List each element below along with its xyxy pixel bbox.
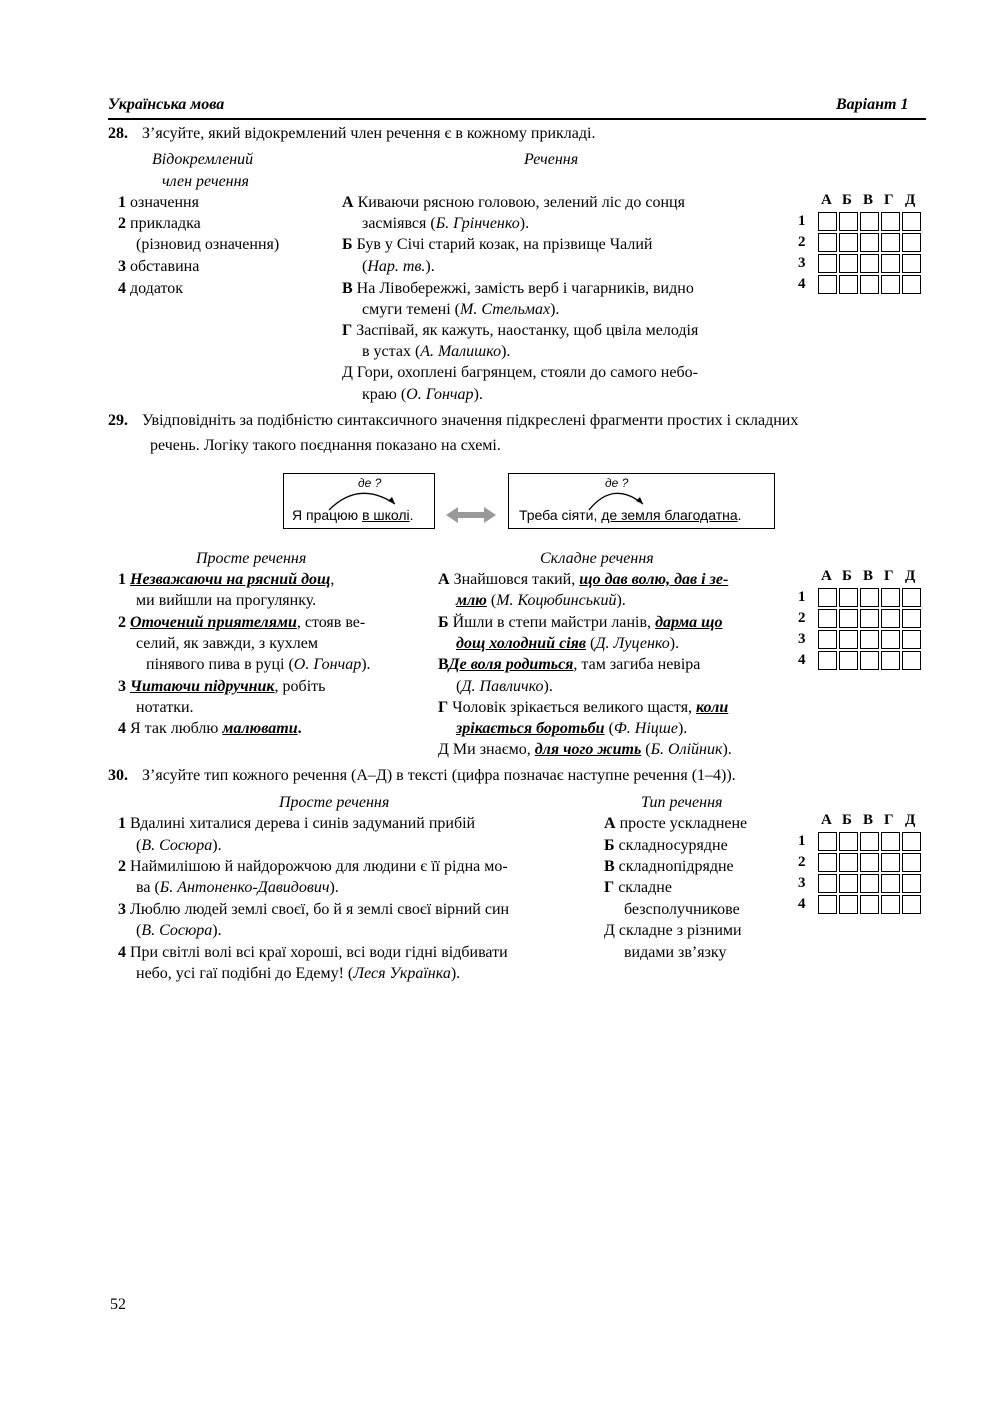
answer-cell[interactable] <box>860 609 879 628</box>
answer-cell[interactable] <box>902 212 921 231</box>
q30-type-G-2: безсполучникове <box>624 901 740 918</box>
answer-cell[interactable] <box>902 254 921 273</box>
answer-cell[interactable] <box>881 630 900 649</box>
answer-cell[interactable] <box>839 874 858 893</box>
grid-row-number: 2 <box>798 854 806 870</box>
schema-question-right: де ? <box>605 476 629 490</box>
schema-complex-box <box>508 473 775 529</box>
answer-cell[interactable] <box>902 630 921 649</box>
q28-opt-G-2: в устах (А. Малишко). <box>362 343 511 360</box>
q29-opt-B-2: дощ холодний сіяв (Д. Луценко). <box>456 635 680 652</box>
q28-opt-A: А Киваючи рясною головою, зелений ліс до сонця <box>342 194 685 211</box>
page-number: 52 <box>110 1296 126 1313</box>
q30-type-G: Г складне <box>604 879 672 896</box>
grid-col-header: Г <box>884 192 894 208</box>
grid-row-number: 1 <box>798 589 806 605</box>
q30-sent-1: 1 Вдалині хиталися дерева і синів задуманий прибій <box>118 815 476 832</box>
q29-col1-header: Просте речення <box>196 550 307 567</box>
answer-cell[interactable] <box>881 233 900 252</box>
answer-cell[interactable] <box>860 853 879 872</box>
answer-cell[interactable] <box>839 254 858 273</box>
q30-type-V: В складнопідрядне <box>604 858 734 875</box>
q29-opt-G: Г Чоловік зрікається великого щастя, коли <box>438 699 729 716</box>
answer-cell[interactable] <box>860 588 879 607</box>
q29-opt-D: Д Ми знаємо, для чого жить (Б. Олійник). <box>438 741 732 758</box>
grid-col-header: Б <box>842 812 852 828</box>
q29-left-3b: нотатки. <box>136 699 194 716</box>
q29-left-1: 1 Незважаючи на рясний дощ, <box>118 571 335 588</box>
answer-cell[interactable] <box>902 609 921 628</box>
q29-opt-G-2: зрікається боротьби (Ф. Ніцше). <box>456 720 688 737</box>
q30-type-A: А просте ускладнене <box>604 815 748 832</box>
answer-cell[interactable] <box>881 275 900 294</box>
grid-row-number: 2 <box>798 610 806 626</box>
q29-opt-V: ВДе воля родиться, там загиба невіра <box>438 656 701 673</box>
grid-col-header: Г <box>884 812 894 828</box>
answer-cell[interactable] <box>860 874 879 893</box>
answer-cell[interactable] <box>818 853 837 872</box>
q30-sent-2: 2 Наймилішою й найдорожчою для людини є її рідна мо- <box>118 858 508 875</box>
answer-cell[interactable] <box>860 895 879 914</box>
answer-cell[interactable] <box>881 254 900 273</box>
answer-cell[interactable] <box>839 275 858 294</box>
answer-cell[interactable] <box>881 874 900 893</box>
answer-cell[interactable] <box>902 588 921 607</box>
grid-row-number: 1 <box>798 833 806 849</box>
answer-cell[interactable] <box>902 874 921 893</box>
answer-cell[interactable] <box>860 651 879 670</box>
q29-left-2: 2 Оточений приятелями, стояв ве- <box>118 614 366 631</box>
answer-cell[interactable] <box>902 275 921 294</box>
q28-opt-A-2: засміявся (Б. Грінченко). <box>362 215 530 232</box>
schema-simple-text: Я працюю в школі. <box>292 507 414 523</box>
answer-cell[interactable] <box>881 609 900 628</box>
q30-prompt: 30. З’ясуйте тип кожного речення (А–Д) в тексті (цифра позначає наступне речення (1–4)). <box>108 767 736 784</box>
grid-col-header: В <box>863 812 874 828</box>
schema-simple-box <box>283 473 435 529</box>
answer-cell[interactable] <box>881 651 900 670</box>
answer-cell[interactable] <box>902 832 921 851</box>
q28-left-2b: (різновид означення) <box>136 236 280 253</box>
grid-col-header: Д <box>905 568 916 584</box>
q28-left-2: 2 прикладка <box>118 215 201 232</box>
grid-col-header: Г <box>884 568 894 584</box>
answer-cell[interactable] <box>902 895 921 914</box>
answer-cell[interactable] <box>818 275 837 294</box>
grid-col-header: А <box>821 812 832 828</box>
q30-sent-3b: (В. Сосюра). <box>136 922 222 939</box>
q29-left-2b: селий, як завжди, з кухлем <box>136 635 318 652</box>
q28-opt-B-2: (Нар. тв.). <box>362 258 435 275</box>
grid-row-number: 4 <box>798 652 806 668</box>
answer-cell[interactable] <box>881 588 900 607</box>
answer-cell[interactable] <box>860 630 879 649</box>
answer-cell[interactable] <box>860 832 879 851</box>
q28-col1-header-2: член речення <box>162 173 249 190</box>
answer-cell[interactable] <box>839 832 858 851</box>
grid-col-header: В <box>863 568 874 584</box>
subject-title: Українська мова <box>108 96 225 113</box>
answer-cell[interactable] <box>818 651 837 670</box>
q28-col2-header: Речення <box>524 151 579 168</box>
answer-cell[interactable] <box>818 233 837 252</box>
grid-col-header: А <box>821 568 832 584</box>
q29-opt-A-2: млю (М. Коцюбинський). <box>456 592 626 609</box>
q29-opt-A: А Знайшовся такий, що дав волю, дав і зе- <box>438 571 729 588</box>
q29-prompt-2: речень. Логіку такого поєднання показано на схемі. <box>150 437 501 454</box>
answer-cell[interactable] <box>839 651 858 670</box>
grid-col-header: А <box>821 192 832 208</box>
q28-left-3: 3 обставина <box>118 258 200 275</box>
q29-left-4: 4 Я так люблю малювати. <box>118 720 302 737</box>
q28-opt-G: Г Заспівай, як кажуть, наостанку, щоб цвіла мелодія <box>342 322 699 339</box>
schema-double-arrow <box>444 505 498 525</box>
answer-cell[interactable] <box>881 895 900 914</box>
answer-cell[interactable] <box>860 275 879 294</box>
answer-cell[interactable] <box>839 588 858 607</box>
grid-col-header: Д <box>905 812 916 828</box>
q28-opt-V: В На Лівобережжі, замість верб і чагарників, видно <box>342 280 694 297</box>
q28-left-4: 4 додаток <box>118 280 184 297</box>
answer-cell[interactable] <box>839 609 858 628</box>
answer-cell[interactable] <box>818 895 837 914</box>
grid-row-number: 3 <box>798 875 806 891</box>
answer-cell[interactable] <box>860 212 879 231</box>
q28-left-1: 1 означення <box>118 194 199 211</box>
answer-cell[interactable] <box>902 651 921 670</box>
grid-row-number: 3 <box>798 255 806 271</box>
answer-cell[interactable] <box>818 588 837 607</box>
answer-cell[interactable] <box>839 212 858 231</box>
grid-row-number: 4 <box>798 896 806 912</box>
answer-cell[interactable] <box>860 233 879 252</box>
grid-row-number: 4 <box>798 276 806 292</box>
q29-opt-V-2: (Д. Павличко). <box>456 678 553 695</box>
q30-type-B: Б складносурядне <box>604 837 728 854</box>
answer-cell[interactable] <box>839 895 858 914</box>
answer-cell[interactable] <box>818 630 837 649</box>
q30-sent-4: 4 При світлі волі всі краї хороші, всі води гідні відбивати <box>118 944 508 961</box>
answer-cell[interactable] <box>818 832 837 851</box>
q30-type-D-2: видами зв’язку <box>624 944 727 961</box>
q30-sent-1b: (В. Сосюра). <box>136 837 222 854</box>
answer-cell[interactable] <box>818 874 837 893</box>
answer-cell[interactable] <box>881 212 900 231</box>
q28-opt-V-2: смуги темені (М. Стельмах). <box>362 301 560 318</box>
q30-type-D: Д складне з різними <box>604 922 742 939</box>
grid-col-header: Д <box>905 192 916 208</box>
answer-cell[interactable] <box>818 212 837 231</box>
q30-sent-2b: ва (Б. Антоненко-Давидович). <box>136 879 339 896</box>
q30-col1-header: Просте речення <box>279 794 390 811</box>
q30-sent-3: 3 Люблю людей землі своєї, бо й я землі своєї вірний син <box>118 901 510 918</box>
q28-opt-B: Б Був у Січі старий козак, на прізвище Чалий <box>342 236 653 253</box>
header-rule <box>108 118 926 120</box>
q29-col2-header: Складне речення <box>540 550 654 567</box>
schema-complex-text: Треба сіяти, де земля благодатна. <box>519 507 742 523</box>
grid-col-header: Б <box>842 568 852 584</box>
answer-cell[interactable] <box>839 630 858 649</box>
q28-opt-D: Д Гори, охоплені багрянцем, стояли до самого небо- <box>342 364 698 381</box>
answer-cell[interactable] <box>902 853 921 872</box>
grid-row-number: 3 <box>798 631 806 647</box>
grid-col-header: Б <box>842 192 852 208</box>
q30-sent-4b: небо, усі гаї подібні до Едему! (Леся Українка). <box>136 965 461 982</box>
answer-cell[interactable] <box>839 233 858 252</box>
answer-cell[interactable] <box>881 832 900 851</box>
answer-cell[interactable] <box>818 254 837 273</box>
q29-opt-B: Б Йшли в степи майстри ланів, дарма що <box>438 614 723 631</box>
answer-cell[interactable] <box>818 609 837 628</box>
schema-question-left: де ? <box>358 476 382 490</box>
q28-prompt: 28. З’ясуйте, який відокремлений член речення є в кожному прикладі. <box>108 125 596 142</box>
variant-title: Варіант 1 <box>836 96 909 113</box>
answer-cell[interactable] <box>860 254 879 273</box>
answer-cell[interactable] <box>902 233 921 252</box>
q29-prompt: 29. Увідповідніть за подібністю синтаксичного значення підкреслені фрагменти простих і складних <box>108 412 799 429</box>
q30-col2-header: Тип речення <box>641 794 723 811</box>
grid-col-header: В <box>863 192 874 208</box>
grid-row-number: 2 <box>798 234 806 250</box>
q29-left-2c: пінявого пива в руці (О. Гончар). <box>146 656 371 673</box>
q29-left-1b: ми вийшли на прогулянку. <box>136 592 317 609</box>
answer-cell[interactable] <box>839 853 858 872</box>
answer-cell[interactable] <box>881 853 900 872</box>
q28-opt-D-2: краю (О. Гончар). <box>362 386 483 403</box>
grid-row-number: 1 <box>798 213 806 229</box>
q28-col1-header: Відокремлений <box>152 151 254 168</box>
q29-left-3: 3 Читаючи підручник, робіть <box>118 678 326 695</box>
